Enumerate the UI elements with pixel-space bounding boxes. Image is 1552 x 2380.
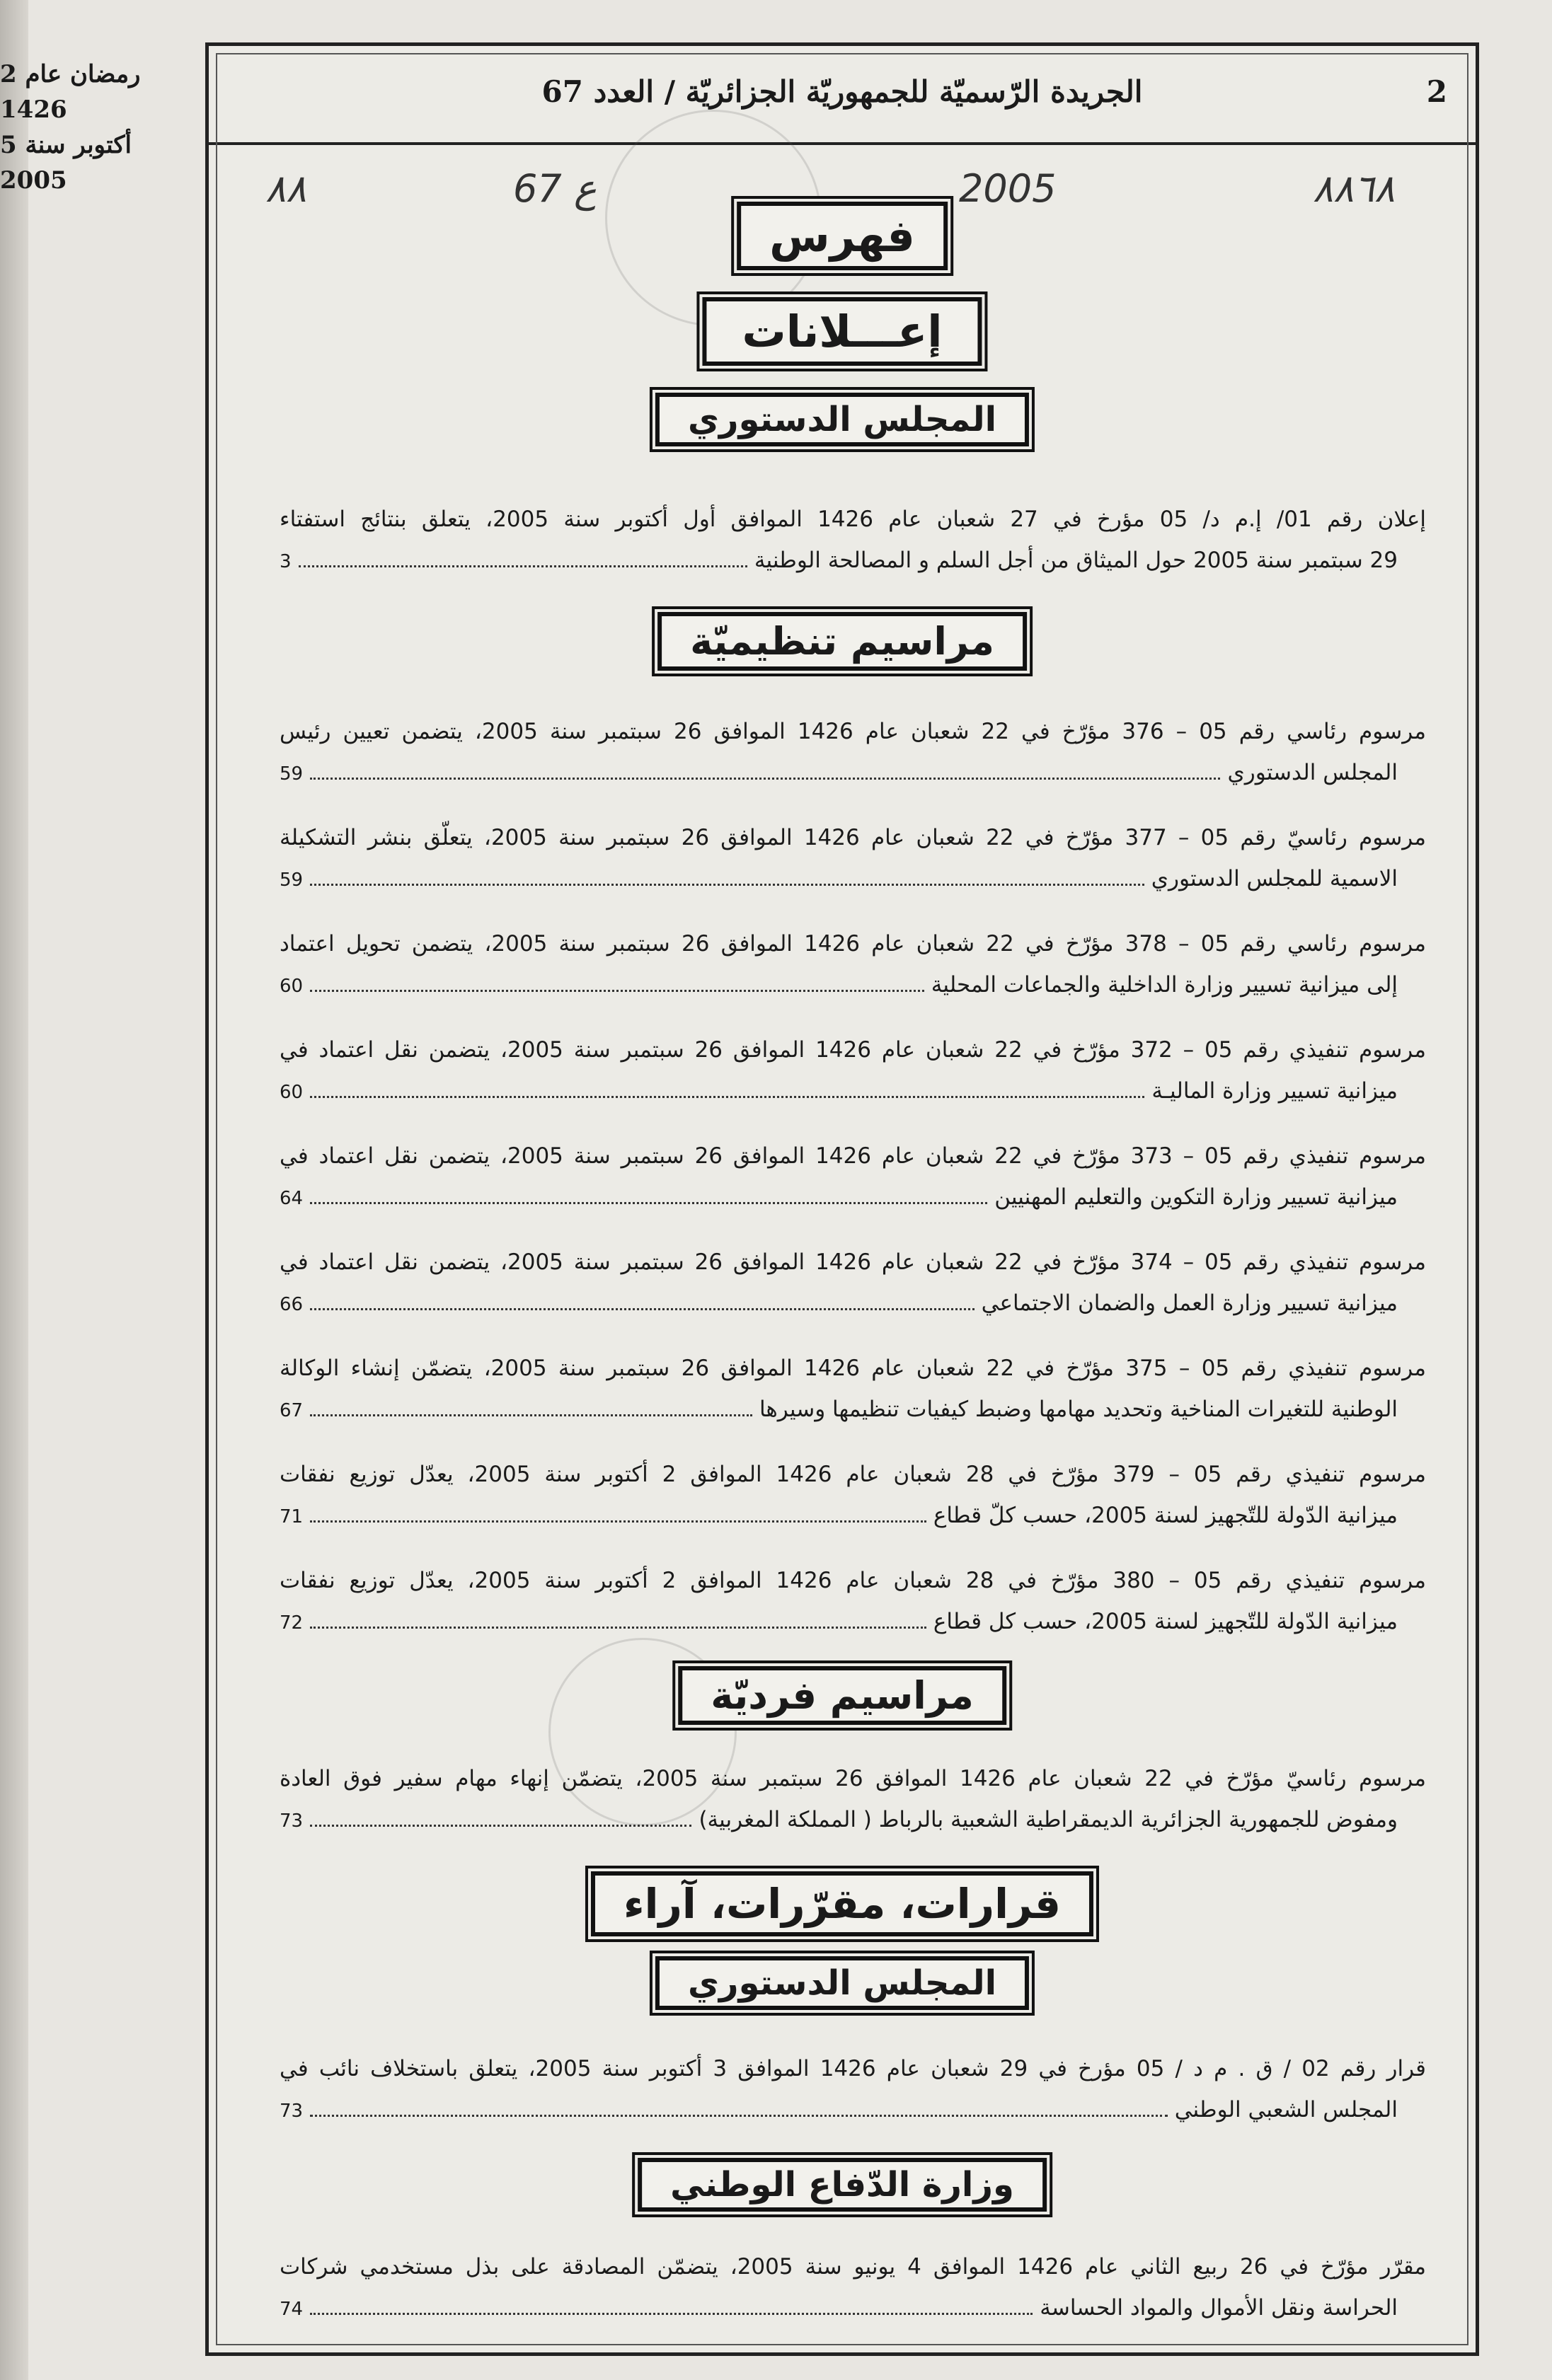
entry-page-number: 59 — [280, 763, 304, 785]
page-header — [209, 46, 1476, 145]
entry-line: مرسوم رئاسي رقم 05 – 376 مؤرّخ في 22 شعبان عام 1426 الموافق 26 سبتمبر سنة 2005، يتضمن تعيين رئيس — [280, 719, 1426, 744]
toc-entry — [280, 1560, 1426, 1644]
entry-page-number: 71 — [280, 1506, 304, 1527]
entry-page-number: 60 — [280, 1082, 304, 1103]
page-number: 2 — [1426, 74, 1447, 109]
entry-line: ميزانية تسيير وزارة الماليـة — [1151, 1078, 1398, 1104]
entry-line: مرسوم رئاسيّ مؤرّخ في 22 شعبان عام 1426 الموافق 26 سبتمبر سنة 2005، يتضمّن إنهاء مهام سفير فوق العادة — [280, 1766, 1426, 1791]
announcements-heading: إعـــلانات — [702, 297, 982, 366]
toc-entry — [280, 1454, 1426, 1537]
entry-page-number: 60 — [280, 976, 304, 997]
entry-line: ميزانية تسيير وزارة التكوين والتعليم المهنيين — [994, 1184, 1398, 1210]
regulatory-decrees-heading: مراسيم تنظيميّة — [657, 612, 1027, 671]
entry-line: ميزانية تسيير وزارة العمل والضمان الاجتماعي — [981, 1290, 1398, 1316]
entry-line: قرار رقم 02 / ق . م د / 05 مؤرخ في 29 شعبان عام 1426 الموافق 3 أكتوبر سنة 2005، يتعلق باستخلاف نائب في — [280, 2056, 1426, 2081]
toc-entry — [280, 817, 1426, 901]
entry-line: الوطنية للتغيرات المناخية وتحديد مهامها وضبط كيفيات تنظيمها وسيرها — [759, 1397, 1398, 1422]
entry-line: مرسوم تنفيذي رقم 05 – 372 مؤرّخ في 22 شعبان عام 1426 الموافق 26 سبتمبر سنة 2005، يتضمن نقل اعتماد في — [280, 1037, 1426, 1063]
entry-line: إلى ميزانية تسيير وزارة الداخلية والجماعات المحلية — [931, 972, 1398, 998]
entry-page-number: 3 — [280, 551, 292, 572]
entry-line: الاسمية للمجلس الدستوري — [1151, 866, 1398, 891]
toc-entry — [280, 499, 1426, 582]
gazette-title: الجريدة الرّسميّة للجمهوريّة الجزائريّة / العدد 67 — [541, 74, 1143, 109]
toc-entry — [280, 2048, 1426, 2132]
handwritten-year: 2005 — [959, 166, 1057, 211]
entry-page-number: 59 — [280, 870, 304, 891]
handwritten-note-left: ٨٨ — [265, 166, 307, 211]
handwritten-issue: 67 ع — [513, 166, 597, 211]
toc-entry — [280, 923, 1426, 1007]
entry-line: مرسوم تنفيذي رقم 05 – 379 مؤرّخ في 28 شعبان عام 1426 الموافق 2 أكتوبر سنة 2005، يعدّل توزيع نفقات — [280, 1462, 1426, 1487]
toc-entry — [280, 1029, 1426, 1113]
individual-decrees-heading: مراسيم فرديّة — [678, 1666, 1006, 1725]
toc-entry — [280, 1348, 1426, 1431]
entry-page-number: 73 — [280, 1810, 304, 1832]
toc-entry — [280, 711, 1426, 795]
defense-ministry-heading: وزارة الدّفاع الوطني — [638, 2158, 1047, 2212]
entry-line: مقرّر مؤرّخ في 26 ربيع الثاني عام 1426 الموافق 4 يونيو سنة 2005، يتضمّن المصادقة على بذل مستخدمي شركات — [280, 2254, 1426, 2280]
handwritten-note-right: ٨٨٦٨ — [1313, 166, 1396, 211]
entry-line: مرسوم تنفيذي رقم 05 – 373 مؤرّخ في 22 شعبان عام 1426 الموافق 26 سبتمبر سنة 2005، يتضمن نقل اعتماد في — [280, 1143, 1426, 1169]
entry-line: مرسوم تنفيذي رقم 05 – 380 مؤرّخ في 28 شعبان عام 1426 الموافق 2 أكتوبر سنة 2005، يعدّل توزيع نفقات — [280, 1568, 1426, 1593]
previous-header-line1: 2 رمضان عام 1426 — [0, 60, 141, 124]
entry-page-number: 73 — [280, 2101, 304, 2122]
entry-line: ميزانية الدّولة للتّجهيز لسنة 2005، حسب كلّ قطاع — [933, 1503, 1398, 1528]
entry-line: 29 سبتمبر سنة 2005 حول الميثاق من أجل السلم و المصالحة الوطنية — [754, 548, 1398, 573]
index-heading: فهرس — [737, 202, 948, 270]
entry-line: مرسوم تنفيذي رقم 05 – 374 مؤرّخ في 22 شعبان عام 1426 الموافق 26 سبتمبر سنة 2005، يتضمن نقل اعتماد في — [280, 1249, 1426, 1275]
entry-line: مرسوم رئاسي رقم 05 – 378 مؤرّخ في 22 شعبان عام 1426 الموافق 26 سبتمبر سنة 2005، يتضمن تحويل اعتماد — [280, 931, 1426, 957]
constitutional-council-heading: المجلس الدستوري — [655, 393, 1029, 446]
previous-page-header — [0, 57, 184, 198]
entry-line: مرسوم رئاسيّ رقم 05 – 377 مؤرّخ في 22 شعبان عام 1426 الموافق 26 سبتمبر سنة 2005، يتعلّق بنشر التشكيلة — [280, 825, 1426, 850]
toc-entry — [280, 1242, 1426, 1325]
entry-line: المجلس الدستوري — [1227, 760, 1398, 785]
entry-line: الحراسة ونقل الأموال والمواد الحساسة — [1040, 2295, 1398, 2321]
entry-page-number: 64 — [280, 1188, 304, 1209]
entry-line: المجلس الشعبي الوطني — [1174, 2097, 1398, 2122]
entry-line: ميزانية الدّولة للتّجهيز لسنة 2005، حسب كل قطاع — [933, 1609, 1398, 1634]
toc-entry — [280, 2246, 1426, 2330]
gazette-page — [205, 42, 1479, 2356]
entry-line: إعلان رقم 01/ إ.م د/ 05 مؤرخ في 27 شعبان عام 1426 الموافق أول أكتوبر سنة 2005، يتعلق بنتائج استفتاء — [280, 507, 1426, 532]
toc-entry — [280, 1136, 1426, 1219]
entry-page-number: 66 — [280, 1294, 304, 1315]
previous-header-line2: 5 أكتوبر سنة 2005 — [0, 131, 132, 195]
binding-edge — [0, 0, 28, 2380]
entry-page-number: 74 — [280, 2299, 304, 2320]
toc-entry — [280, 1758, 1426, 1842]
entry-page-number: 67 — [280, 1400, 304, 1421]
entry-line: ومفوض للجمهورية الجزائرية الديمقراطية الشعبية بالرباط ( المملكة المغربية) — [699, 1807, 1398, 1832]
constitutional-council-heading-2: المجلس الدستوري — [655, 1956, 1029, 2010]
entry-line: مرسوم تنفيذي رقم 05 – 375 مؤرّخ في 22 شعبان عام 1426 الموافق 26 سبتمبر سنة 2005، يتضمّن إنشاء الوكالة — [280, 1356, 1426, 1381]
entry-page-number: 72 — [280, 1612, 304, 1634]
decisions-heading: قرارات، مقرّرات، آراء — [591, 1871, 1093, 1936]
